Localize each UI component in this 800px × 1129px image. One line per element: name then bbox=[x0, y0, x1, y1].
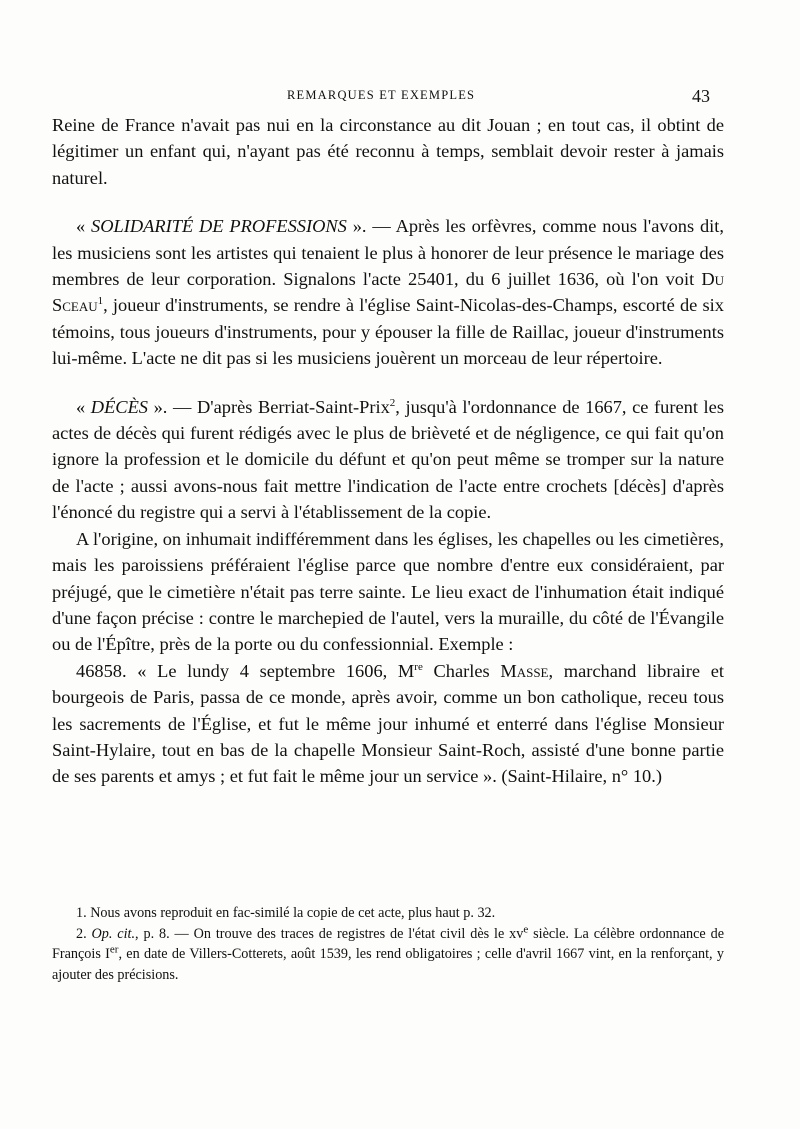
paragraph-origine bbox=[52, 526, 724, 658]
footnote-2-number: 2. bbox=[76, 925, 92, 942]
footnote-2 bbox=[52, 924, 724, 986]
paragraph-gap bbox=[52, 191, 724, 213]
footnote-ref-2: 2 bbox=[389, 396, 396, 409]
page-number: 43 bbox=[692, 86, 710, 106]
paragraph-origine-text: A l'origine, on inhumait indifféremment dans les églises, les chapelles ou les cimetières, mais les paroissiens préféraient l'église parce que nombre d'entre eux considéraient, par préjugé, que le cimetière n'était pas terre sainte. Le lieu exact de l'inhumation était indiqué d'une façon précise : contre le marchepied de l'autel, vers la muraille, du côté de l'Évangile ou de l'Épître, près de la porte ou du confessionnial. Exemple : bbox=[52, 528, 724, 655]
paragraph-reine bbox=[52, 112, 724, 191]
paragraph-acte-text-b: , marchand libraire et bourgeois de Paris, passa de ce monde, après avoir, comme un bon catholique, receu tous les sacrements de l'Église, et fut le même jour inhumé et enterré dans l'église Monsieur Saint-Hylaire, tout en bas de la chapelle Monsieur Saint-Roch, assisté d'une bonne partie de ses parents et amys ; et fut fait le même jour un service ». (Saint-Hilaire, n° 10.) bbox=[52, 660, 725, 787]
running-title: REMARQUES ET EXEMPLES bbox=[287, 88, 476, 102]
paragraph-acte-space: Charles bbox=[422, 660, 501, 681]
footnote-1-text: 1. Nous avons reproduit en fac-similé la copie de cet acte, plus haut p. 32. bbox=[76, 905, 496, 921]
superscript-re: re bbox=[414, 660, 423, 673]
paragraph-deces bbox=[52, 394, 724, 526]
paragraph-acte-text-a: 46858. « Le lundy 4 septembre 1606, M bbox=[76, 660, 415, 681]
paragraph-deces-text-b: , jusqu'à l'ordonnance de 1667, ce furent les actes de décès qui furent rédigés avec le plus de brièveté et de négligence, ce qui fait qu'on ignore la profession et le domicile du défunt et qu'on peut même se tromper sur la nature de l'acte ; aussi avons-nous fait mettre l'indication de l'acte entre crochets [décès] d'après l'énoncé du registre qui a servi à l'établissement de la copie. bbox=[52, 396, 724, 523]
footnote-2-citation: Op. cit. bbox=[91, 925, 136, 942]
name-masse: Masse bbox=[500, 660, 549, 681]
name-du-sceau: Du Sceau bbox=[52, 269, 724, 316]
footnotes bbox=[52, 903, 724, 985]
running-head bbox=[0, 88, 800, 112]
footnote-2-sup-premier: er bbox=[109, 943, 119, 956]
footnote-2-text-b: siècle. La célèbre ordonnance de François I bbox=[52, 925, 725, 962]
paragraph-reine-text: Reine de France n'avait pas nui en la circonstance au dit Jouan ; en tout cas, il obtint de légitimer un enfant qui, n'ayant pas été reconnu à temps, semblait devoir rester à jamais naturel. bbox=[52, 115, 724, 188]
footnote-2-sup-century: e bbox=[523, 922, 529, 935]
paragraph-solidarite-text-a: Après les orfèvres, comme nous l'avons dit, les musiciens sont les artistes qui tenaient le plus à honorer de leur présence le mariage des membres de leur corporation. Signalons l'acte 25401, du 6 juillet 1636, où l'on voit bbox=[52, 216, 724, 290]
paragraph-gap bbox=[52, 372, 724, 394]
close-quote: ». — bbox=[148, 396, 197, 417]
main-text bbox=[52, 112, 724, 790]
footnote-2-text-c: , en date de Villers-Cotterets, août 1539, les rend obligatoires ; celle d'avril 1667 vint, en la renforçant, y ajouter des précisions. bbox=[52, 946, 724, 983]
footnote-1 bbox=[52, 903, 724, 924]
open-quote: « bbox=[76, 216, 92, 237]
close-quote: ». — bbox=[346, 216, 396, 237]
paragraph-solidarite bbox=[52, 213, 724, 371]
paragraph-solidarite-text-b: , joueur d'instruments, se rendre à l'église Saint-Nicolas-des-Champs, escorté de six témoins, tous joueurs d'instruments, pour y épouser la fille de Raillac, joueur d'instruments lui-même. L'acte ne dit pas si les musiciens jouèrent un morceau de leur répertoire. bbox=[52, 295, 724, 369]
section-heading-solidarite: SOLIDARITÉ DE PROFESSIONS bbox=[91, 216, 347, 237]
open-quote: « bbox=[76, 396, 91, 417]
paragraph-acte-46858 bbox=[52, 658, 724, 790]
paragraph-deces-text-a: D'après Berriat-Saint-Prix bbox=[197, 396, 390, 417]
section-heading-deces: DÉCÈS bbox=[90, 396, 149, 417]
footnote-2-text-a: , p. 8. — On trouve des traces de registres de l'état civil dès le xv bbox=[135, 925, 524, 942]
footnote-ref-1: 1 bbox=[97, 295, 104, 308]
